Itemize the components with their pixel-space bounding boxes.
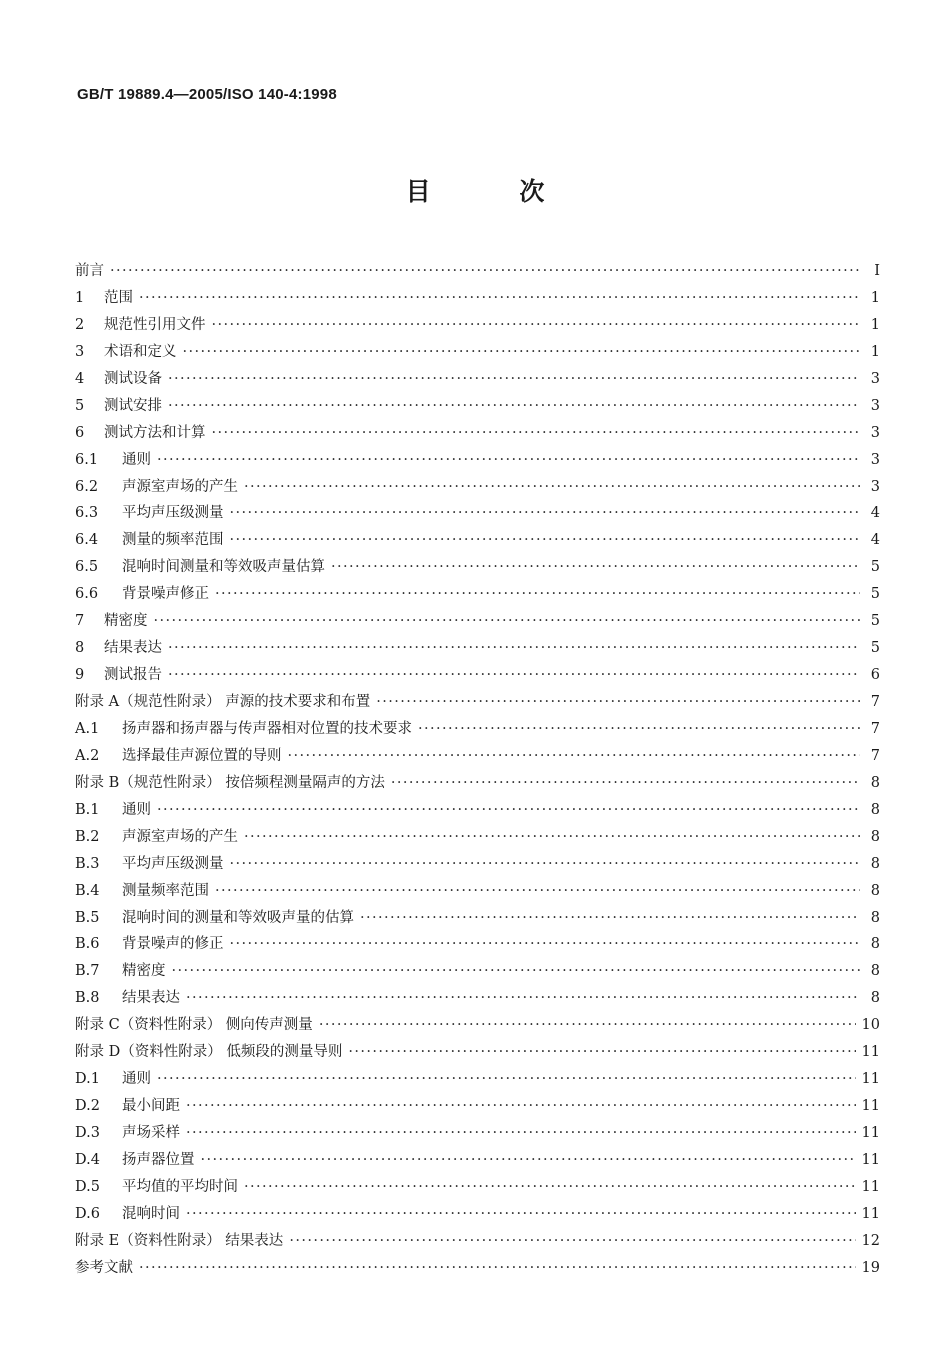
toc-entry-label: 测量频率范围 (122, 882, 209, 899)
toc-leader-dots (168, 371, 860, 387)
toc-entry[interactable] (75, 1040, 880, 1067)
toc-entry-page: 4 (870, 505, 880, 522)
toc-leader-dots (201, 1152, 856, 1168)
toc-entry-label: 扬声器和扬声器与传声器相对位置的技术要求 (122, 720, 412, 737)
toc-entry[interactable] (75, 852, 880, 879)
toc-entry-number: D.6 (75, 1205, 100, 1222)
toc-entry-page: 3 (870, 478, 880, 495)
toc-entry-page: 3 (870, 370, 880, 387)
toc-entry-page: 10 (861, 1017, 880, 1034)
toc-entry-label: 混响时间的测量和等效吸声量的估算 (122, 909, 354, 926)
toc-entry-label: 混响时间 (122, 1205, 180, 1222)
toc-leader-dots (186, 990, 860, 1006)
toc-entry-label: 术语和定义 (104, 343, 177, 360)
toc-entry-number: 8 (75, 640, 85, 657)
toc-entry-page: 11 (861, 1098, 880, 1115)
toc-leader-dots (168, 667, 860, 683)
toc-entry-label: 最小间距 (122, 1098, 180, 1115)
toc-entry-number: D.3 (75, 1125, 100, 1141)
toc-entry[interactable] (75, 582, 880, 609)
toc-leader-dots (319, 1017, 856, 1033)
toc-leader-dots (244, 479, 860, 495)
toc-entry-page: 8 (870, 801, 880, 818)
toc-entry-number: 2 (75, 316, 85, 333)
toc-leader-dots (230, 532, 861, 548)
table-of-contents (75, 259, 880, 1283)
toc-entry-number: B.2 (75, 828, 100, 845)
toc-entry[interactable] (75, 394, 880, 421)
toc-entry-label: 背景噪声修正 (122, 586, 209, 603)
toc-entry-page: 11 (861, 1044, 880, 1061)
toc-entry-label: 扬声器位置 (122, 1151, 195, 1168)
toc-entry-number: 6.2 (75, 478, 99, 495)
toc-entry-page: 12 (861, 1232, 880, 1249)
toc-entry-page: 8 (870, 936, 880, 953)
toc-entry[interactable] (75, 367, 880, 394)
toc-entry-page: 6 (870, 667, 880, 684)
toc-entry[interactable] (75, 1175, 880, 1202)
toc-entry-page: 3 (870, 397, 880, 414)
toc-entry-label: 通则 (122, 451, 151, 468)
toc-entry-page: 19 (861, 1259, 880, 1276)
toc-entry-number: B.8 (75, 990, 100, 1007)
toc-entry[interactable] (75, 986, 880, 1013)
toc-leader-dots (376, 694, 860, 710)
toc-entry-page: 5 (870, 586, 880, 603)
toc-entry-page: 11 (861, 1125, 880, 1141)
toc-entry-page: 11 (861, 1205, 880, 1222)
toc-entry-page: 11 (861, 1178, 880, 1195)
toc-entry-label: 附录 B（规范性附录） 按倍频程测量隔声的方法 (75, 774, 385, 791)
toc-entry[interactable] (75, 609, 880, 636)
toc-entry-page: 1 (870, 343, 880, 360)
toc-entry-number: B.6 (75, 936, 100, 953)
toc-entry-page: 7 (870, 694, 880, 710)
toc-entry[interactable] (75, 717, 880, 744)
toc-entry[interactable] (75, 906, 880, 933)
toc-entry-number: D.1 (75, 1071, 100, 1088)
toc-entry[interactable] (75, 313, 880, 340)
toc-entry-number: 1 (75, 289, 85, 306)
toc-entry-label: 前言 (75, 263, 104, 279)
toc-entry-label: 测试方法和计算 (104, 424, 206, 441)
toc-entry[interactable] (75, 501, 880, 528)
toc-entry-label: 混响时间测量和等效吸声量估算 (122, 559, 325, 576)
toc-leader-dots (230, 505, 861, 521)
toc-entry[interactable] (75, 771, 880, 798)
toc-entry-label: 结果表达 (104, 640, 162, 657)
toc-entry-page: 8 (870, 828, 880, 845)
toc-entry-label: 参考文献 (75, 1259, 133, 1276)
toc-entry-page: 3 (870, 424, 880, 441)
toc-entry[interactable] (75, 663, 880, 690)
toc-leader-dots (215, 883, 860, 899)
toc-entry-page: 4 (870, 532, 880, 549)
toc-entry-number: 6.6 (75, 586, 99, 603)
toc-entry-page: 7 (870, 747, 880, 764)
toc-leader-dots (186, 1098, 856, 1114)
toc-entry-label: 附录 E（资料性附录） 结果表达 (75, 1232, 284, 1249)
toc-entry-label: 声源室声场的产生 (122, 478, 238, 495)
toc-entry[interactable] (75, 1094, 880, 1121)
toc-entry-label: 平均值的平均时间 (122, 1178, 238, 1195)
toc-leader-dots (154, 613, 861, 629)
toc-entry-number: A.1 (75, 720, 100, 737)
toc-entry-page: 8 (870, 909, 880, 926)
toc-entry-number: 6.5 (75, 559, 99, 576)
toc-entry-page: 3 (870, 451, 880, 468)
toc-entry-page: 5 (870, 640, 880, 657)
toc-leader-dots (244, 829, 860, 845)
toc-entry-page: 5 (870, 559, 880, 576)
toc-entry-page: 8 (870, 963, 880, 980)
toc-entry-number: 3 (75, 343, 85, 360)
toc-entry-number: B.1 (75, 801, 100, 818)
toc-entry-page: 11 (861, 1071, 880, 1088)
toc-entry-number: D.5 (75, 1178, 100, 1195)
toc-entry[interactable] (75, 286, 880, 313)
toc-entry-page: 8 (870, 855, 880, 872)
toc-entry-page: 1 (870, 316, 880, 333)
toc-entry-label: 平均声压级测量 (122, 855, 224, 872)
toc-leader-dots (183, 344, 861, 360)
toc-entry-page: 8 (870, 882, 880, 899)
toc-entry-number: B.7 (75, 963, 100, 980)
toc-entry-number: 6.4 (75, 532, 99, 549)
toc-leader-dots (212, 317, 861, 333)
toc-entry-label: 附录 D（资料性附录） 低频段的测量导则 (75, 1044, 343, 1061)
toc-entry-label: 附录 C（资料性附录） 侧向传声测量 (75, 1017, 313, 1034)
toc-leader-dots (215, 586, 860, 602)
toc-entry-label: 测试报告 (104, 667, 162, 684)
toc-entry-label: 结果表达 (122, 990, 180, 1007)
toc-entry[interactable] (75, 959, 880, 986)
toc-leader-dots (288, 748, 861, 764)
toc-entry-page: 8 (870, 990, 880, 1007)
toc-entry[interactable] (75, 1013, 880, 1040)
toc-leader-dots (186, 1206, 856, 1222)
toc-entry[interactable] (75, 1067, 880, 1094)
toc-entry-number: B.5 (75, 909, 100, 926)
toc-entry-label: 选择最佳声源位置的导则 (122, 747, 282, 764)
toc-entry-label: 范围 (104, 289, 133, 306)
toc-entry-label: 精密度 (122, 963, 166, 980)
toc-entry-page: I (874, 263, 880, 279)
toc-leader-dots (157, 452, 860, 468)
toc-leader-dots (360, 910, 860, 926)
toc-entry[interactable] (75, 825, 880, 852)
toc-leader-dots (157, 802, 860, 818)
toc-leader-dots (348, 1044, 855, 1060)
toc-entry[interactable] (75, 1202, 880, 1229)
toc-entry[interactable] (75, 340, 880, 367)
toc-entry-number: B.3 (75, 855, 100, 872)
toc-entry-number: 7 (75, 613, 85, 630)
toc-entry-number: D.2 (75, 1098, 100, 1115)
toc-entry-label: 平均声压级测量 (122, 505, 224, 522)
toc-leader-dots (168, 640, 860, 656)
toc-entry-page: 7 (870, 720, 880, 737)
toc-entry[interactable] (75, 798, 880, 825)
toc-entry[interactable] (75, 1229, 880, 1256)
toc-leader-dots (172, 963, 861, 979)
toc-entry[interactable] (75, 932, 880, 959)
toc-entry-page: 8 (870, 774, 880, 791)
toc-leader-dots (244, 1179, 856, 1195)
toc-entry-label: 声源室声场的产生 (122, 828, 238, 845)
toc-entry[interactable] (75, 744, 880, 771)
toc-leader-dots (212, 425, 861, 441)
toc-entry-label: 规范性引用文件 (104, 316, 206, 333)
toc-entry-label: 测量的频率范围 (122, 532, 224, 549)
toc-entry[interactable] (75, 879, 880, 906)
toc-entry-number: 4 (75, 370, 85, 387)
toc-entry-page: 1 (870, 289, 880, 306)
toc-entry[interactable] (75, 555, 880, 582)
toc-leader-dots (289, 1233, 855, 1249)
toc-entry[interactable] (75, 1256, 880, 1283)
toc-entry-label: 测试设备 (104, 370, 162, 387)
toc-leader-dots (391, 775, 860, 791)
toc-leader-dots (139, 1260, 856, 1276)
toc-leader-dots (139, 290, 860, 306)
toc-entry[interactable] (75, 475, 880, 502)
toc-entry-page: 11 (861, 1151, 880, 1168)
toc-leader-dots (331, 559, 860, 575)
toc-entry-number: A.2 (75, 747, 100, 764)
toc-entry-number: 6 (75, 424, 85, 441)
toc-entry[interactable] (75, 448, 880, 475)
toc-leader-dots (186, 1125, 856, 1141)
toc-entry-label: 通则 (122, 1071, 151, 1088)
toc-entry-page: 5 (870, 613, 880, 630)
toc-leader-dots (157, 1071, 856, 1087)
toc-entry-label: 精密度 (104, 613, 148, 630)
toc-entry-number: B.4 (75, 882, 100, 899)
toc-entry-label: 声场采样 (122, 1125, 180, 1141)
toc-entry[interactable] (75, 690, 880, 717)
document-code-header: GB/T 19889.4—2005/ISO 140-4:1998 (77, 86, 337, 103)
toc-entry[interactable] (75, 1148, 880, 1175)
page-title: 目 次 (405, 177, 585, 206)
toc-entry[interactable] (75, 259, 880, 286)
toc-leader-dots (168, 398, 860, 414)
toc-entry[interactable] (75, 1121, 880, 1148)
toc-entry-label: 测试安排 (104, 397, 162, 414)
toc-entry-label: 通则 (122, 801, 151, 818)
toc-leader-dots (110, 263, 860, 279)
toc-entry[interactable] (75, 421, 880, 448)
toc-leader-dots (230, 856, 861, 872)
toc-entry-number: 5 (75, 397, 85, 414)
toc-entry[interactable] (75, 636, 880, 663)
toc-entry-number: 6.1 (75, 451, 99, 468)
toc-entry-number: 9 (75, 667, 85, 684)
toc-entry-label: 背景噪声的修正 (122, 936, 224, 953)
toc-entry[interactable] (75, 528, 880, 555)
toc-entry-label: 附录 A（规范性附录） 声源的技术要求和布置 (75, 694, 371, 710)
toc-leader-dots (230, 936, 861, 952)
toc-leader-dots (418, 721, 860, 737)
toc-entry-number: D.4 (75, 1151, 100, 1168)
toc-entry-number: 6.3 (75, 505, 99, 522)
